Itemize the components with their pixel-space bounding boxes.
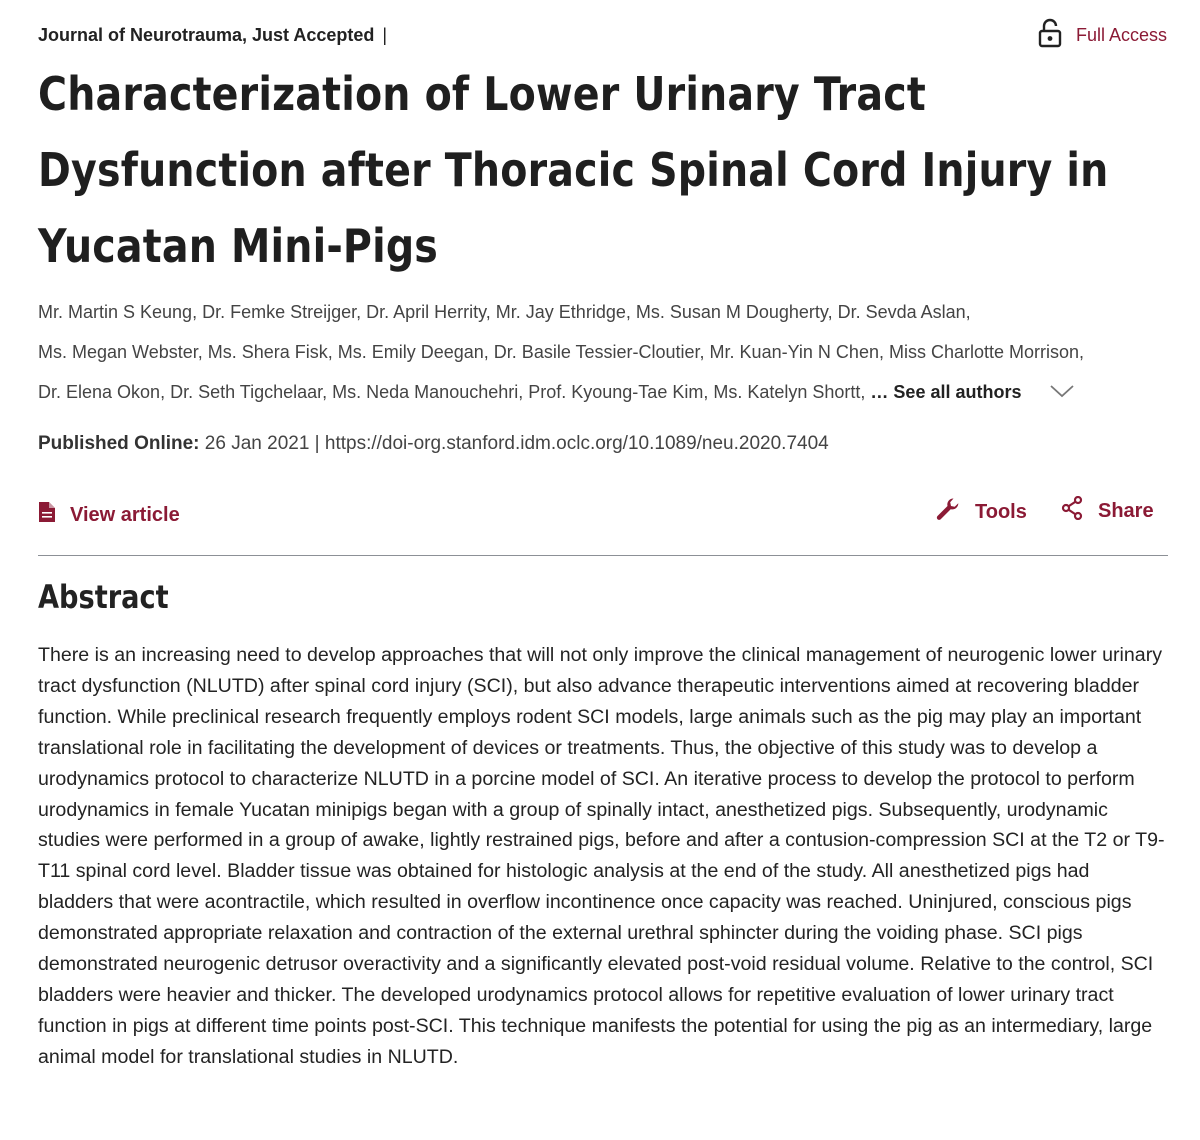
article-title: Characterization of Lower Urinary Tract Dysfunction after Thoracic Spinal Cord Injury in Yucatan Mini-Pigs [38, 67, 1109, 273]
author-list [38, 292, 1148, 413]
share-icon [1060, 496, 1084, 526]
author-line-last [38, 372, 1148, 413]
author-line: Ms. Megan Webster, Ms. Shera Fisk, Ms. Emily Deegan, Dr. Basile Tessier-Cloutier, Mr. Kuan-Yin N Chen, Miss Charlotte Morrison, [38, 342, 1085, 362]
full-access-label: Full Access [1075, 25, 1167, 45]
see-all-authors-link[interactable]: See all authors [893, 382, 1022, 402]
abstract-text: There is an increasing need to develop approaches that will not only improve the clinical management of neurogenic lower urinary tract dysfunction (NLUTD) after spinal cord injury (SCI), but also advance therapeutic interventions aimed at recovering bladder function. While preclinical research frequently employs rodent SCI models, large animals such as the pig may play an important translational role in facilitating the development of devices or treatments. Thus, the objective of this study was to develop a urodynamics protocol to characterize NLUTD in a porcine model of SCI. An iterative process to develop the protocol to perform urodynamics in female Yucatan minipigs began with a group of spinally intact, anesthetized pigs. Subsequently, urodynamic studies were performed in a group of awake, lightly restrained pigs, before and after a contusion-compression SCI at the T2 or T9-T11 spinal cord level. Bladder tissue was obtained for histologic analysis at the end of the study. All anesthetized pigs had bladders that were acontractile, which resulted in overflow incontinence once capacity was reached. Uninjured, conscious pigs demonstrated appropriate relaxation and contraction of the external urethral sphincter during the voiding phase. SCI pigs demonstrated neurogenic detrusor overactivity and a significantly elevated post-void residual volume. Relative to the control, SCI bladders were heavier and thicker. The developed urodynamics protocol allows for repetitive evaluation of lower urinary tract function in pigs at different time points post-SCI. This technique manifests the potential for using the pig as an intermediary, large animal model for translational studies in NLUTD. [38, 644, 1165, 1068]
author-line: Mr. Martin S Keung, Dr. Femke Streijger, Dr. April Herrity, Mr. Jay Ethridge, Ms. Susan M Dougherty, Dr. Sevda Aslan, [38, 302, 971, 322]
tools-label: Tools [975, 500, 1027, 523]
chevron-down-icon[interactable] [1049, 373, 1075, 413]
document-icon [38, 501, 56, 529]
unlock-icon [1038, 18, 1062, 53]
author-line: Dr. Elena Okon, Dr. Seth Tigchelaar, Ms. Neda Manouchehri, Prof. Kyoung-Tae Kim, Ms. Katelyn Shortt, [38, 382, 866, 402]
abstract-heading: Abstract [38, 578, 169, 616]
share-button[interactable] [1060, 496, 1154, 526]
journal-name[interactable]: Journal of Neurotrauma, Just Accepted [38, 25, 375, 45]
wrench-icon [935, 496, 961, 528]
section-divider [38, 555, 1168, 556]
full-access-indicator [1038, 18, 1167, 53]
article-actions [38, 490, 1167, 540]
view-article-button[interactable] [38, 501, 180, 529]
tools-button[interactable] [935, 496, 1027, 528]
view-article-label: View article [70, 503, 180, 526]
journal-header [38, 25, 387, 46]
share-label: Share [1098, 499, 1154, 522]
published-value[interactable]: 26 Jan 2021 | https://doi-org.stanford.idm.oclc.org/10.1089/neu.2020.7404 [204, 433, 829, 454]
authors-ellipsis: … [870, 382, 889, 402]
publication-info [38, 433, 829, 455]
published-label: Published Online: [38, 433, 200, 454]
journal-separator: | [382, 25, 388, 45]
